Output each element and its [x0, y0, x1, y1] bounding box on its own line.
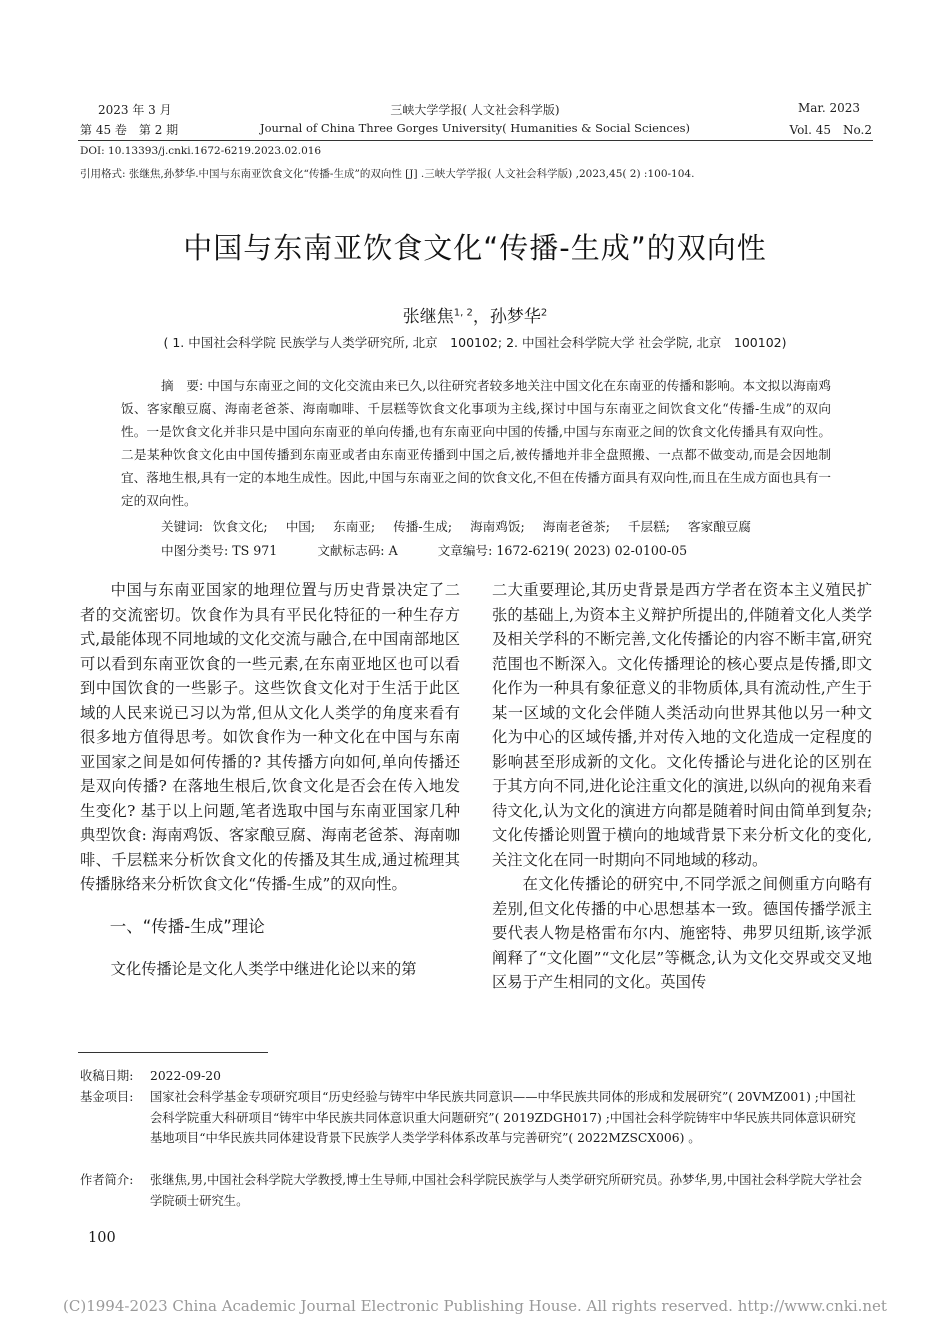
body-column-left	[80, 578, 460, 982]
page-number: 100	[88, 1230, 116, 1246]
abstract-text: 中国与东南亚之间的文化交流由来已久,以往研究者较多地关注中国文化在东南亚的传播和影响。本文拟以海南鸡饭、客家酿豆腐、海南老爸茶、海南咖啡、千层糕等饮食文化事项为主线,探讨中国与东南亚之间饮食文化“传播-生成”的双向性。一是饮食文化并非只是中国向东南亚的单向传播,也有东南亚向中国的传播,中国与东南亚之间的饮食文化传播具有双向性。二是某种饮食文化由中国传播到东南亚或者由东南亚传播到中国之后,被传播地并非全盘照搬、一点都不做变动,而是会因地制宜、落地生根,具有一定的本地生成性。因此,中国与东南亚之间的饮食文化,不但在传播方面具有双向性,而且在生成方面也具有一定的双向性。	[121, 378, 831, 508]
author-sep: ，	[472, 307, 490, 327]
fund-value: 国家社会科学基金专项研究项目“历史经验与铸牢中华民族共同意识——中华民族共同体的形成和发展研究”( 20VMZ001) ;中国社会科学院重大科研项目“铸牢中华民族共同体意识重大问题研究”( 2019ZDGH017) ;中国社会科学院铸牢中华民族共同体意识研究基地项目“中华民族共同体建设背景下民族学人类学学科体系改革与完善研究”( 2022MZSCX006) 。	[150, 1090, 856, 1145]
body-paragraph: 文化传播论是文化人类学中继进化论以来的第	[110, 960, 417, 978]
footnote-fund	[80, 1087, 870, 1149]
keyword: 海南鸡饭;	[470, 519, 525, 534]
keyword: 客家酿豆腐	[688, 519, 751, 534]
doi: DOI: 10.13393/j.cnki.1672-6219.2023.02.016	[80, 145, 322, 157]
clc-value: TS 971	[232, 543, 278, 558]
keyword: 海南老爸茶;	[542, 519, 610, 534]
article-no-value: 1672-6219( 2023) 02-0100-05	[496, 543, 688, 558]
body-paragraph: 在文化传播论的研究中,不同学派之间侧重方向略有差别,但文化传播的中心思想基本一致。德国传播学派主要代表人物是格雷布尔内、施密特、弗罗贝纽斯,该学派阐释了“文化圈”“文化层”等概念,认为文化交界或交叉地区易于产生相同的文化。英国传	[492, 875, 872, 991]
header-journal-cn: 三峡大学学报( 人文社会科学版)	[390, 103, 560, 117]
doc-code-value: A	[388, 543, 398, 558]
copyright-watermark: (C)1994-2023 China Academic Journal Electronic Publishing House. All rights reserved. http://www.cnki.net	[63, 1297, 887, 1315]
body-paragraph: 二大重要理论,其历史背景是西方学者在资本主义殖民扩张的基础上,为资本主义辩护所提出的,伴随着文化人类学及相关学科的不断完善,文化传播论的内容不断丰富,研究范围也不断深入。文化传播理论的核心要点是传播,即文化作为一种具有象征意义的非物质体,具有流动性,产生于某一区域的文化会伴随人类活动向世界其他以另一种文化为中心的区域传播,并对传入地的文化造成一定程度的影响甚至形成新的文化。文化传播论与进化论的区别在于其方向不同,进化论注重文化的演进,以纵向的视角来看待文化,认为文化的演进方向都是随着时间由简单到复杂;文化传播论则置于横向的地域背景下来分析文化的变化,关注文化在同一时期向不同地域的移动。	[492, 581, 872, 869]
author-2-affil: 2	[540, 307, 548, 319]
citation: 引用格式: 张继焦,孙梦华.中国与东南亚饮食文化“传播-生成”的双向性 [J] .三峡大学学报( 人文社会科学版) ,2023,45( 2) :100-104.	[80, 168, 695, 180]
clc-label: 中图分类号:	[161, 543, 229, 558]
keyword: 饮食文化;	[213, 519, 268, 534]
header-journal-en: Journal of China Three Gorges University( Humanities & Social Sciences)	[259, 121, 691, 135]
header-issue-cn: 第 45 卷 第 2 期	[80, 123, 179, 137]
abstract	[121, 374, 831, 512]
keyword: 中国;	[285, 519, 316, 534]
received-value: 2022-09-20	[150, 1069, 221, 1083]
received-label: 收稿日期:	[80, 1069, 134, 1083]
section-heading: 一、“传播-生成”理论	[109, 916, 265, 936]
article-no-label: 文章编号:	[437, 543, 493, 558]
author-2: 孙梦华	[489, 307, 541, 327]
author-bio-value: 张继焦,男,中国社会科学院大学教授,博士生导师,中国社会科学院民族学与人类学研究所研究员。孙梦华,男,中国社会科学院大学社会学院硕士研究生。	[150, 1173, 863, 1208]
author-bio-label: 作者简介:	[80, 1173, 134, 1187]
footnote-rule	[78, 1052, 268, 1053]
body-column-right	[492, 578, 872, 995]
header-rule	[78, 140, 873, 141]
keywords	[161, 516, 765, 535]
classification	[161, 540, 687, 559]
paper-title: 中国与东南亚饮食文化“传播-生成”的双向性	[183, 231, 767, 265]
keyword: 传播-生成;	[393, 519, 453, 534]
header-issue-en: Vol. 45 No.2	[789, 123, 872, 137]
author-line	[0, 302, 950, 327]
header-date-cn: 2023 年 3 月	[98, 103, 172, 117]
affiliation: ( 1. 中国社会科学院 民族学与人类学研究所, 北京 100102; 2. 中国社会科学院大学 社会学院, 北京 100102)	[163, 335, 787, 350]
body-paragraph: 中国与东南亚国家的地理位置与历史背景决定了二者的交流密切。饮食作为具有平民化特征的一种生存方式,最能体现不同地域的文化交流与融合,在中国南部地区可以看到东南亚饮食的一些元素,在东南亚地区也可以看到中国饮食的一些影子。这些饮食文化对于生活于此区域的人民来说已习以为常,但从文化人类学的角度来看有很多地方值得思考。如饮食作为一种文化在中国与东南亚国家之间是如何传播的? 其传播方向如何,单向传播还是双向传播? 在落地生根后,饮食文化是否会在传入地发生变化? 基于以上问题,笔者选取中国与东南亚国家几种典型饮食: 海南鸡饭、客家酿豆腐、海南老爸茶、海南咖啡、千层糕来分析饮食文化的传播及其生成,通过梳理其传播脉络来分析饮食文化“传播-生成”的双向性。	[80, 581, 460, 893]
keywords-label: 关键词:	[161, 519, 204, 534]
doc-code-label: 文献标志码:	[317, 543, 385, 558]
keyword: 千层糕;	[627, 519, 670, 534]
footnote-received	[80, 1066, 870, 1087]
fund-label: 基金项目:	[80, 1090, 134, 1104]
author-1: 张继焦	[402, 307, 454, 327]
header-date-en: Mar. 2023	[797, 101, 860, 115]
keyword: 东南亚;	[333, 519, 376, 534]
author-1-affil: 1, 2	[453, 307, 473, 319]
footnote-author	[80, 1170, 870, 1211]
abstract-label: 摘 要:	[161, 378, 204, 393]
